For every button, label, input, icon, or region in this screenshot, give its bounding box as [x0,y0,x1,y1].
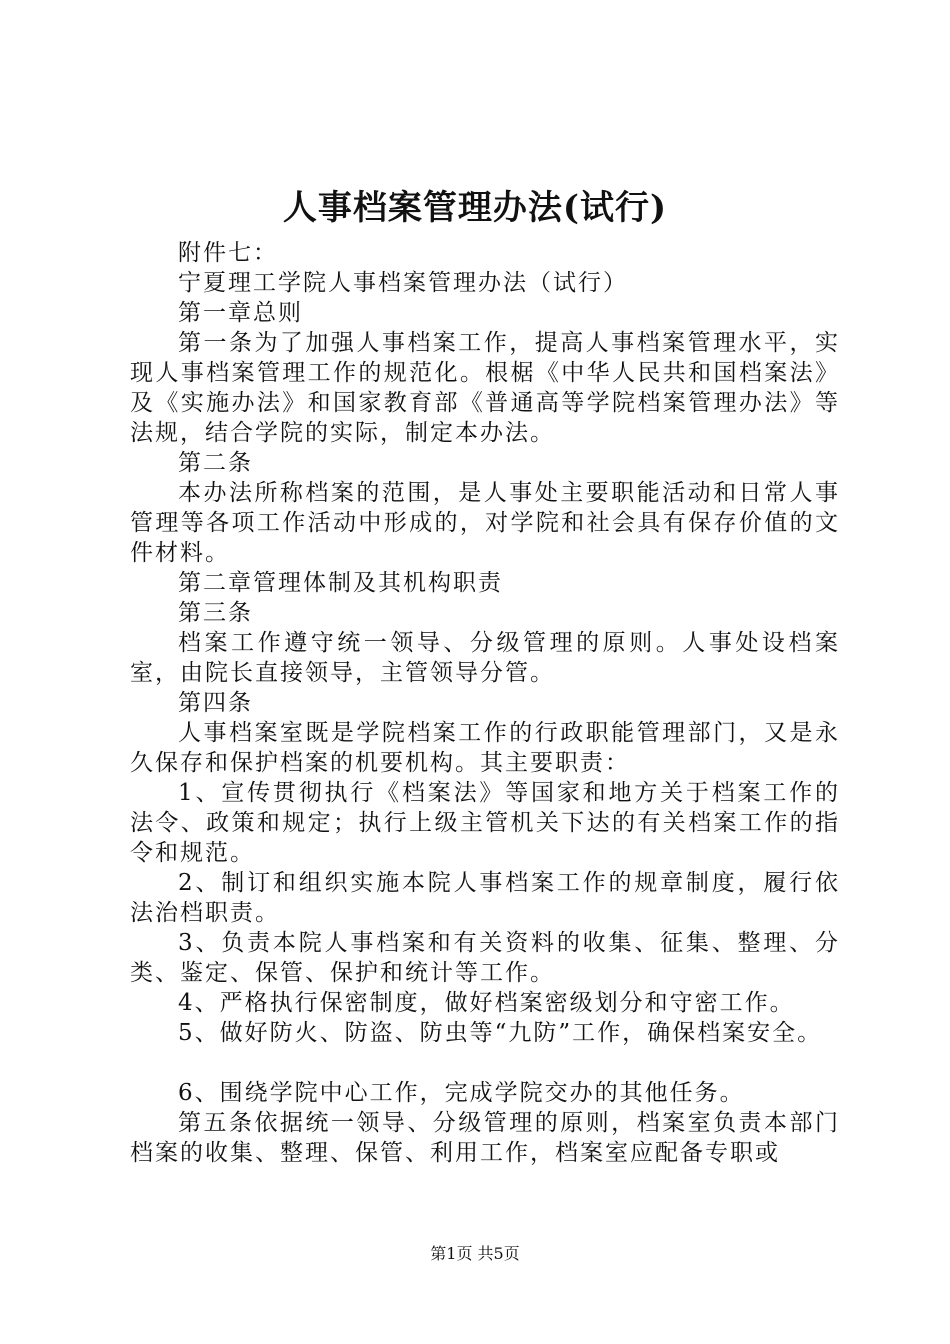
duty-item-5: 5、做好防火、防盗、防虫等“九防”工作，确保档案安全。 [178,1020,823,1046]
duty-item-1: 1、宣传贯彻执行《档案法》等国家和地方关于档案工作的法令、政策和规定；执行上级主管机关下达的有关档案工作的指令和规范。 [130,780,840,866]
article-heading-4: 第四条 [178,690,253,716]
article-5: 第五条依据统一领导、分级管理的原则，档案室负责本部门档案的收集、整理、保管、利用工作，档案室应配备专职或 [130,1110,840,1166]
article-1: 第一条为了加强人事档案工作，提高人事档案管理水平，实现人事档案管理工作的规范化。根椐《中华人民共和国档案法》及《实施办法》和国家教育部《普通高等学院档案管理办法》等法规，结合学院的实际，制定本办法。 [130,330,840,446]
article-4-body: 人事档案室既是学院档案工作的行政职能管理部门，又是永久保存和保护档案的机要机构。其主要职责： [130,720,840,776]
paragraph-gap [130,1048,840,1078]
document-body [130,238,840,1168]
article-heading-2: 第二条 [178,450,253,476]
duty-item-2: 2、制订和组织实施本院人事档案工作的规章制度，履行依法治档职责。 [130,870,840,926]
duty-item-3: 3、负责本院人事档案和有关资料的收集、征集、整理、分类、鉴定、保管、保护和统计等工作。 [130,930,840,986]
chapter-heading-2: 第二章管理体制及其机构职责 [178,570,503,596]
article-2-body: 本办法所称档案的范围，是人事处主要职能活动和日常人事管理等各项工作活动中形成的，对学院和社会具有保存价值的文件材料。 [130,480,840,566]
chapter-heading-1: 第一章总则 [178,300,303,326]
article-heading-3: 第三条 [178,600,253,626]
duty-item-6: 6、围绕学院中心工作，完成学院交办的其他任务。 [178,1080,745,1106]
duty-item-4: 4、严格执行保密制度，做好档案密级划分和守密工作。 [178,990,795,1016]
paragraph-subtitle: 宁夏理工学院人事档案管理办法（试行） [178,270,628,296]
paragraph-attachment: 附件七： [178,240,278,266]
document-title: 人事档案管理办法(试行) [282,188,668,228]
article-3-body: 档案工作遵守统一领导、分级管理的原则。人事处设档案室，由院长直接领导，主管领导分管。 [130,630,840,686]
page-number-footer: 第1页 共5页 [430,1244,520,1263]
